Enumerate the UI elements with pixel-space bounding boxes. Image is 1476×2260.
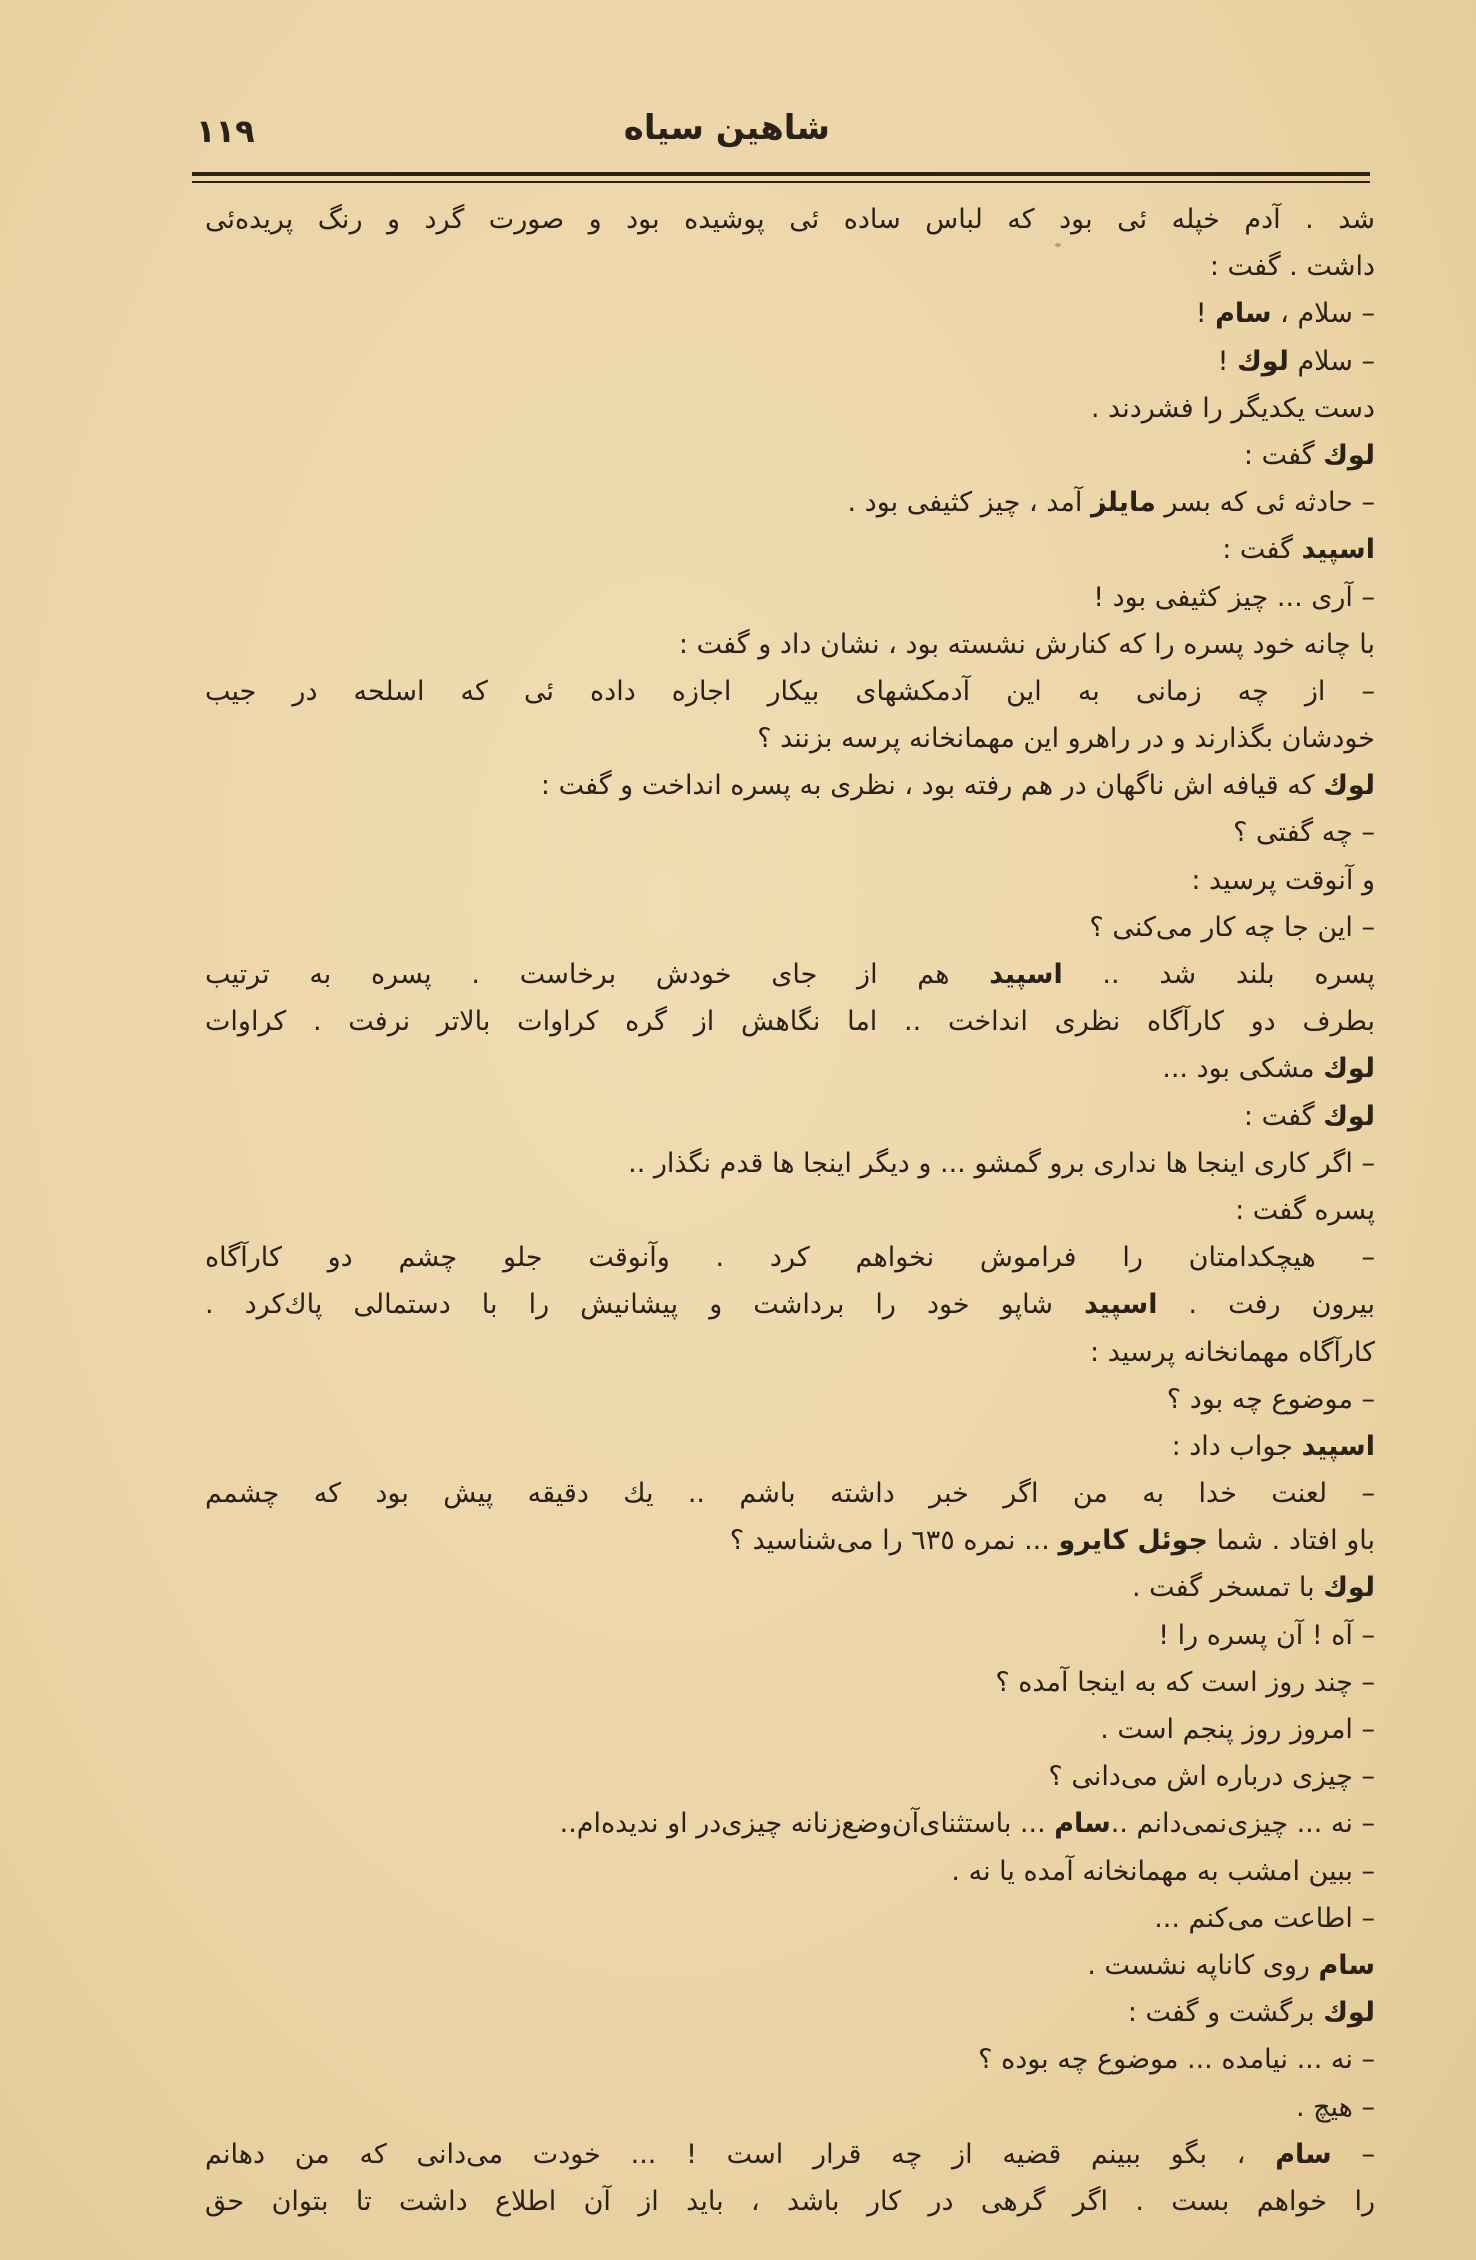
text-line: – چند روز است که به اینجا آمده ؟	[995, 1666, 1375, 1698]
text-line: – نه ... چیزی‌نمی‌دانم ..سام ... باستثنای‌آن‌وضع‌زنانه چیزی‌در او ندیده‌ام..	[559, 1808, 1375, 1840]
page-number: ۱۱۹	[196, 112, 255, 150]
page-header	[190, 108, 1370, 168]
text-line: باو افتاد . شما جوئل کایرو ... نمره ٦٣٥ را می‌شناسید ؟	[729, 1525, 1375, 1557]
paper-speck	[1292, 452, 1295, 457]
text-line: – سام ، بگو ببینم قضیه از چه قرار است ! ... خودت می‌دانی که من دهانم	[205, 2138, 1375, 2170]
running-title: شاهین سیاه	[623, 108, 830, 148]
text-line: دست یکدیگر را فشردند .	[1090, 392, 1375, 424]
text-line: – این جا چه کار می‌کنی ؟	[1089, 911, 1375, 943]
text-line: بیرون رفت . اسپید شاپو خود را برداشت و پیشانیش را با دستمالی پاك‌کرد .	[205, 1289, 1375, 1321]
text-line: سام روی کاناپه نشست .	[1087, 1949, 1375, 1981]
text-line: – هیچکدامتان را فراموش نخواهم کرد . وآنوقت جلو چشم دو کارآگاه	[205, 1242, 1375, 1274]
text-line: – هیچ .	[1295, 2091, 1375, 2123]
text-line: بطرف دو کارآگاه نظری انداخت .. اما نگاهش از گره کراوات بالاتر نرفت . کراوات	[205, 1006, 1375, 1038]
text-line: لوك برگشت و گفت :	[1127, 1997, 1375, 2029]
text-line: لوك مشکی بود ...	[1162, 1053, 1375, 1085]
text-line: اسپید جواب داد :	[1171, 1430, 1375, 1462]
text-line: – چیزی درباره اش می‌دانی ؟	[1048, 1761, 1375, 1793]
text-line: – از چه زمانی به این آدمکشهای بیکار اجازه داده ئی که اسلحه در جیب	[205, 675, 1375, 707]
text-line: لوك گفت :	[1243, 439, 1375, 471]
text-line: – اطاعت می‌کنم ...	[1154, 1902, 1375, 1934]
text-line: لوك که قیافه اش ناگهان در هم رفته بود ، نظری به پسره انداخت و گفت :	[540, 770, 1375, 802]
text-line: – موضوع چه بود ؟	[1166, 1383, 1375, 1415]
text-line: داشت . گفت :	[1209, 251, 1375, 283]
text-line: – آه ! آن پسره را !	[1158, 1619, 1375, 1651]
text-line: – حادثه ئی که بسر مایلز آمد ، چیز کثیفی بود .	[847, 487, 1375, 519]
header-rule-thick	[192, 172, 1370, 176]
text-line: – آری ... چیز کثیفی بود !	[1093, 581, 1375, 613]
text-line: – سلام لوك !	[1217, 345, 1375, 377]
text-line: – امروز روز پنجم است .	[1100, 1714, 1375, 1745]
header-rule-thin	[192, 181, 1370, 183]
paper-speck	[1203, 1452, 1207, 1455]
text-line: – سلام ، سام !	[1195, 298, 1375, 330]
text-line: اسپید گفت :	[1222, 534, 1375, 566]
text-line: لوك گفت :	[1243, 1100, 1375, 1132]
body-text	[205, 196, 1375, 2225]
text-line: – نه ... نیامده ... موضوع چه بوده ؟	[978, 2044, 1375, 2076]
text-line: را خواهم بست . اگر گرهی در کار باشد ، باید از آن اطلاع داشت تا بتوان حق	[205, 2185, 1375, 2217]
text-line: – لعنت خدا به من اگر خبر داشته باشم .. یك دقیقه پیش بود که چشمم	[205, 1478, 1375, 1510]
text-line: پسره گفت :	[1235, 1194, 1375, 1226]
text-line: کارآگاه مهمانخانه پرسید :	[1090, 1336, 1375, 1368]
text-line: – اگر کاری اینجا ها نداری برو گمشو ... و دیگر اینجا ها قدم نگذار ..	[628, 1147, 1375, 1179]
text-line: لوك با تمسخر گفت .	[1131, 1572, 1375, 1604]
paper-speck	[1055, 243, 1061, 247]
text-line: – چه گفتی ؟	[1233, 817, 1375, 849]
text-line: با چانه خود پسره را که کنارش نشسته بود ، نشان داد و گفت :	[678, 628, 1375, 660]
text-line: خودشان بگذارند و در راهرو این مهمانخانه پرسه بزنند ؟	[757, 723, 1375, 755]
text-line: – ببین امشب به مهمانخانه آمده یا نه .	[951, 1855, 1375, 1887]
text-line: و آنوقت پرسید :	[1191, 864, 1375, 896]
text-line: شد . آدم خپله ئی بود که لباس ساده ئی پوشیده بود و صورت گرد و رنگ پریده‌ئی	[205, 204, 1375, 235]
text-line: پسره بلند شد .. اسپید هم از جای خودش برخاست . پسره به ترتیب	[205, 959, 1375, 990]
